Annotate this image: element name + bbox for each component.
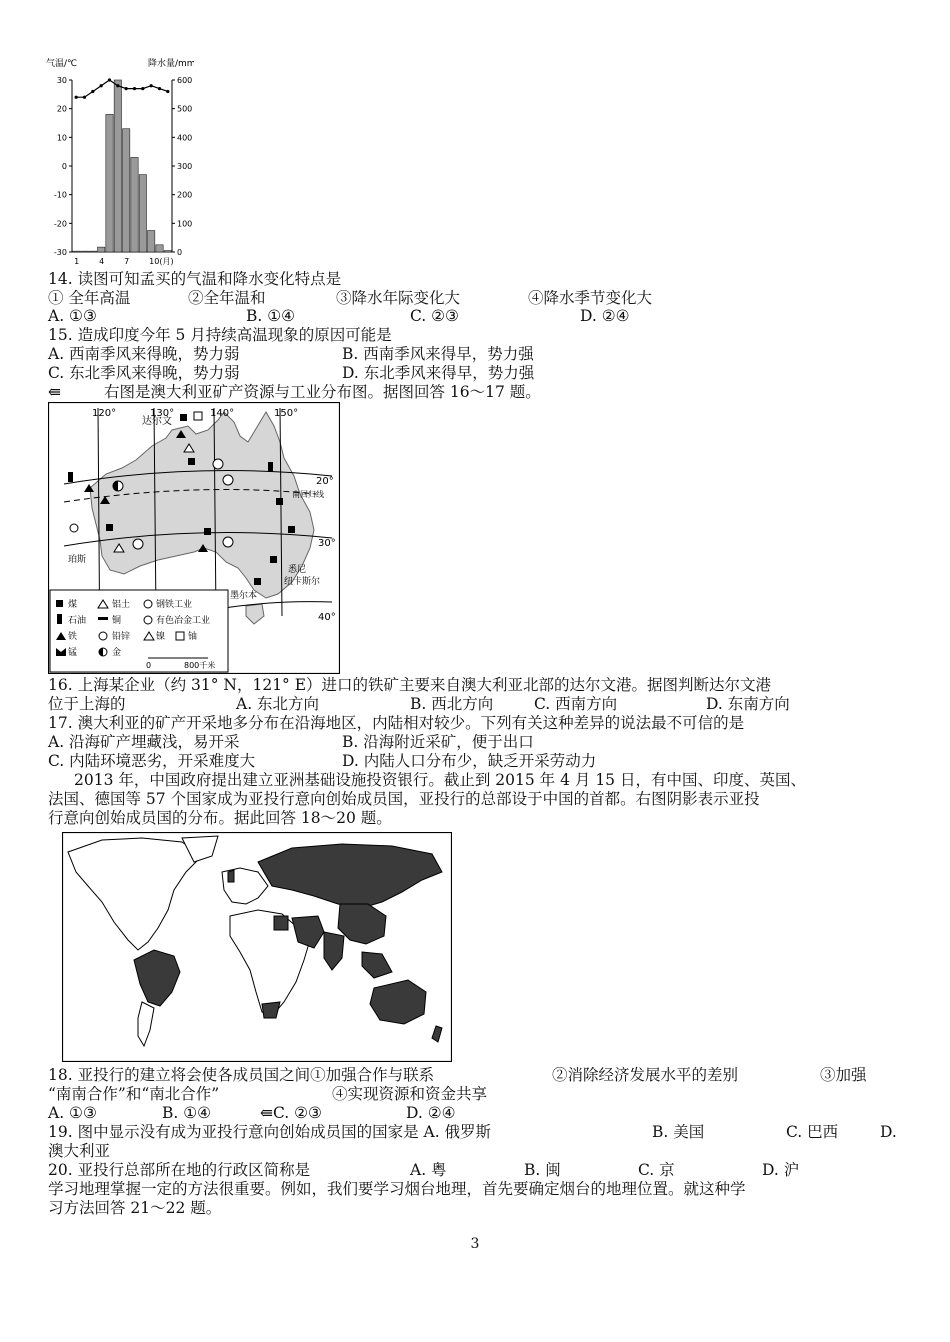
right-tick-label: 100	[177, 219, 193, 229]
climate-axes	[72, 80, 172, 252]
q15-choice-a: A. 西南季风来得晚，势力弱	[48, 345, 240, 363]
q14-choice-c: C. ②③	[410, 307, 459, 325]
q14-stem: 14. 读图可知孟买的气温和降水变化特点是	[48, 270, 342, 288]
left-tick-label: 20	[56, 104, 67, 114]
coal-symbol	[204, 528, 211, 535]
q17-choice-a: A. 沿海矿产埋藏浅，易开采	[48, 733, 240, 751]
precip-bar	[156, 245, 163, 252]
q14-option-3: ③降水年际变化大	[336, 289, 461, 307]
legend-oil: 石油	[68, 616, 87, 626]
precip-bar	[114, 80, 121, 252]
temperature-polyline	[76, 80, 168, 97]
lat-label-30: 30°	[318, 538, 336, 549]
city-perth: 珀斯	[68, 555, 87, 565]
q19-choice-c: C. 巴西	[786, 1123, 839, 1141]
q17-stem: 17. 澳大利亚的矿产开采地多分布在沿海地区，内陆相对较少。下列有关这种差异的说法最不可信的是	[48, 714, 745, 732]
temperature-point	[150, 84, 153, 87]
coal-symbol	[270, 556, 277, 563]
lat-label-20: 20°	[316, 476, 334, 487]
coal-symbol	[180, 414, 187, 421]
legend-uranium-icon	[176, 632, 184, 640]
gold-symbol	[133, 539, 143, 549]
temperature-line	[75, 78, 170, 98]
q16-choice-c: C. 西南方向	[534, 695, 618, 713]
q18-choice-a: A. ①③	[48, 1104, 97, 1122]
world-map	[62, 832, 452, 1062]
oil-symbol	[68, 472, 73, 482]
q17-choice-c: C. 内陆环境恶劣，开采难度大	[48, 752, 256, 770]
intro-16-text: 右图是澳大利亚矿产资源与工业分布图。据图回答 16～17 题。	[104, 383, 541, 401]
left-axis-label: 气温/℃	[46, 59, 78, 69]
edit-mark: ⇚	[48, 383, 61, 401]
temperature-point	[100, 84, 103, 87]
q15-choice-d: D. 东北季风来得早，势力强	[342, 364, 535, 382]
temperature-point	[166, 90, 169, 93]
temperature-point	[116, 84, 119, 87]
intro-18-line2: 法国、德国等 57 个国家成为亚投行意向创始成员国，亚投行的总部设于中国的首都。右图阴影表示亚投	[48, 790, 760, 808]
climate-chart	[44, 56, 194, 266]
city-newcastle: 纽卡斯尔	[284, 577, 321, 587]
legend-leadzinc-icon	[99, 632, 107, 640]
q19-choice-b: B. 美国	[652, 1123, 705, 1141]
q15-stem: 15. 造成印度今年 5 月持续高温现象的原因可能是	[48, 326, 392, 344]
q14-option-2: ②全年温和	[188, 289, 266, 307]
precip-bar	[81, 251, 88, 252]
q20-choice-b: B. 闽	[524, 1161, 561, 1179]
q16-choice-b: B. 西北方向	[410, 695, 494, 713]
uk	[228, 870, 234, 882]
legend-scale-zero: 0	[146, 661, 152, 670]
x-tick-label: 10(月)	[149, 257, 174, 266]
x-tick-label: 1	[74, 257, 80, 266]
steel-symbol	[70, 524, 78, 532]
intro-21-line2: 习方法回答 21～22 题。	[48, 1199, 222, 1217]
oil-symbol	[268, 462, 273, 472]
tropic-label: 南回归线	[292, 490, 324, 499]
left-tick-label: 0	[61, 162, 67, 171]
precip-bar	[164, 251, 171, 252]
coal-symbol	[106, 524, 113, 531]
coal-symbol	[288, 526, 295, 533]
lead-zinc-symbol	[223, 537, 233, 547]
page-number: 3	[470, 1236, 480, 1252]
left-tick-label: -30	[53, 248, 67, 257]
legend-steel: 钢铁工业	[156, 600, 193, 610]
map-legend	[50, 590, 228, 672]
q16-choice-d: D. 东南方向	[706, 695, 790, 713]
world-map-svg	[62, 832, 452, 1062]
intro-18-line3: 行意向创始成员国的分布。据此回答 18～20 题。	[48, 809, 392, 827]
q20-choice-a: A. 粤	[410, 1161, 447, 1179]
coal-symbol	[188, 458, 195, 465]
precip-bar	[123, 129, 130, 252]
legend-leadzinc: 铅锌	[112, 632, 131, 642]
q19-stem: 19. 图中显示没有成为亚投行意向创始成员国的国家是 A. 俄罗斯	[48, 1123, 492, 1141]
precip-bar	[139, 175, 146, 252]
legend-copper: 铜	[112, 616, 122, 626]
legend-nonferrous: 有色冶金工业	[156, 616, 211, 626]
temperature-point	[108, 78, 111, 81]
q14-option-4: ④降水季节变化大	[528, 289, 653, 307]
q18-stem: 18. 亚投行的建立将会使各成员国之间①加强合作与联系	[48, 1066, 435, 1084]
legend-nickel: 镍	[156, 632, 166, 642]
legend-steel-icon	[144, 600, 152, 608]
right-tick-label: 0	[177, 248, 183, 257]
precip-bar	[98, 247, 105, 252]
australia	[370, 980, 426, 1024]
legend-bauxite: 铝土	[112, 600, 131, 610]
climate-chart-svg	[44, 56, 194, 266]
x-tick-label: 4	[99, 257, 105, 266]
lat-label-40: 40°	[318, 612, 336, 623]
q15-choice-c: C. 东北季风来得晚，势力弱	[48, 364, 240, 382]
right-tick-label: 500	[177, 104, 193, 114]
q14-option-1: ① 全年高温	[48, 289, 131, 307]
q18-option-2: ②消除经济发展水平的差别	[552, 1066, 739, 1084]
left-tick-label: 30	[56, 76, 67, 85]
legend-oil-icon	[57, 614, 62, 624]
left-tick-label: -20	[53, 219, 67, 229]
uranium-symbol	[223, 475, 233, 485]
left-tick-label: 10	[56, 133, 67, 143]
temperature-point	[158, 87, 161, 90]
legend-manganese: 锰	[68, 648, 78, 658]
q18-choice-d: D. ②④	[406, 1104, 456, 1122]
coal-symbol	[276, 498, 283, 505]
q20-stem: 20. 亚投行总部所在地的行政区简称是	[48, 1161, 311, 1179]
temperature-point	[141, 87, 144, 90]
city-darwin: 达尔文	[142, 416, 172, 427]
legend-scale-end: 800千米	[184, 661, 216, 670]
q18-stem-cont: “南南合作”和“南北合作”	[48, 1085, 220, 1103]
q19-choice-d: D.	[880, 1123, 897, 1141]
q15-choice-b: B. 西南季风来得早，势力强	[342, 345, 534, 363]
precip-bar	[106, 114, 113, 252]
city-melbourne: 墨尔本	[230, 591, 258, 601]
precip-bar	[148, 231, 155, 253]
q18-choice-b: B. ①④	[162, 1104, 212, 1122]
temperature-point	[83, 96, 86, 99]
lon-label-120: 120°	[92, 408, 117, 419]
egypt	[274, 916, 288, 930]
q20-choice-c: C. 京	[638, 1161, 675, 1179]
precip-bar	[73, 251, 80, 252]
temperature-point	[75, 96, 78, 99]
precip-bars	[73, 80, 172, 252]
q17-choice-d: D. 内陆人口分布少，缺乏开采劳动力	[342, 752, 597, 770]
q20-choice-d: D. 沪	[762, 1161, 800, 1179]
city-sydney: 悉尼	[288, 565, 307, 575]
legend-iron: 铁	[68, 632, 78, 642]
precip-bar	[89, 251, 96, 252]
q16-stem-cont: 位于上海的	[48, 695, 126, 713]
coal-symbol	[254, 578, 261, 585]
q19-choice-d-text: 澳大利亚	[48, 1142, 111, 1160]
q16-choice-a: A. 东北方向	[236, 695, 320, 713]
uranium-symbol	[194, 412, 202, 420]
legend-copper-icon	[98, 617, 108, 620]
right-tick-label: 400	[177, 133, 193, 143]
q18-option-4: ④实现资源和资金共享	[332, 1085, 488, 1103]
right-axis-label: 降水量/mm	[148, 59, 194, 69]
right-tick-label: 200	[177, 190, 193, 200]
q18-option-3: ③加强	[820, 1066, 867, 1084]
intro-18-line1: 2013 年，中国政府提出建立亚洲基础设施投资银行。截止到 2015 年 4 月 15 日，有中国、印度、英国、	[74, 771, 806, 789]
lon-label-140: 140°	[210, 408, 235, 419]
q14-choice-d: D. ②④	[580, 307, 630, 325]
legend-coal: 煤	[68, 600, 78, 610]
q17-choice-b: B. 沿海附近采矿，便于出口	[342, 733, 534, 751]
q14-choice-b: B. ①④	[246, 307, 296, 325]
q16-stem: 16. 上海某企业（约 31° N，121° E）进口的铁矿主要来自澳大利亚北部的达尔文港。据图判断达尔文港	[48, 676, 772, 694]
temperature-point	[91, 90, 94, 93]
australia-map-svg	[48, 402, 340, 674]
legend-coal-icon	[56, 600, 63, 607]
australia-map	[48, 402, 340, 674]
temperature-point	[133, 87, 136, 90]
lon-label-130: 130°	[150, 408, 175, 419]
q14-choice-a: A. ①③	[48, 307, 97, 325]
right-tick-label: 600	[177, 76, 193, 85]
legend-uranium: 铀	[188, 632, 198, 642]
left-tick-label: -10	[53, 190, 67, 200]
legend-gold: 金	[112, 648, 122, 658]
lead-zinc-symbol	[213, 459, 223, 469]
q18-choice-c: ⇚C. ②③	[260, 1104, 322, 1122]
intro-21-line1: 学习地理掌握一定的方法很重要。例如，我们要学习烟台地理，首先要确定烟台的地理位置。就这种学	[48, 1180, 746, 1198]
legend-nonferrous-icon	[144, 616, 152, 624]
x-tick-label: 7	[124, 257, 130, 266]
temperature-point	[125, 87, 128, 90]
right-tick-label: 300	[177, 162, 193, 171]
lon-label-150: 150°	[274, 408, 299, 419]
precip-bar	[131, 157, 138, 252]
